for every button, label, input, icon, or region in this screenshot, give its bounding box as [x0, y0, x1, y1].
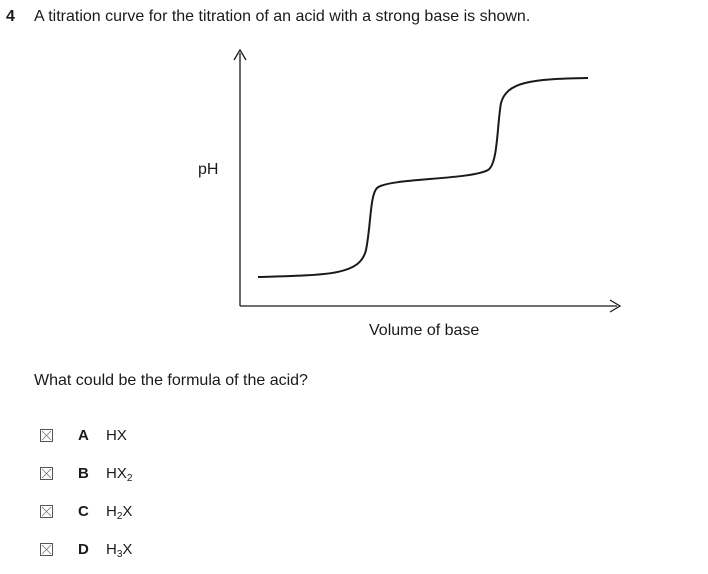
- answer-option-c[interactable]: [40, 500, 132, 522]
- answer-checkbox[interactable]: [40, 543, 53, 556]
- option-formula: $HX_2$: [106, 464, 133, 484]
- option-letter: A: [78, 426, 89, 444]
- question-prompt: What could be the formula of the acid?: [34, 372, 308, 389]
- option-letter: C: [78, 502, 89, 520]
- question-number: 4: [6, 8, 15, 25]
- option-formula: $H_2X$: [106, 502, 133, 522]
- answer-option-b[interactable]: [40, 462, 132, 484]
- option-formula: HX: [106, 426, 127, 444]
- titration-curve: [258, 78, 588, 277]
- answer-checkbox[interactable]: [40, 505, 53, 518]
- option-letter: D: [78, 540, 89, 558]
- y-axis-label: pH: [198, 161, 219, 178]
- answer-checkbox[interactable]: [40, 467, 53, 480]
- question-stem: A titration curve for the titration of an acid with a strong base is shown.: [34, 8, 531, 25]
- answer-option-a[interactable]: [40, 424, 127, 446]
- x-axis-label: Volume of base: [369, 322, 480, 339]
- answer-option-d[interactable]: [40, 538, 132, 560]
- option-letter: B: [78, 464, 89, 482]
- answer-checkbox[interactable]: [40, 429, 53, 442]
- option-formula: $H_3X$: [106, 540, 133, 560]
